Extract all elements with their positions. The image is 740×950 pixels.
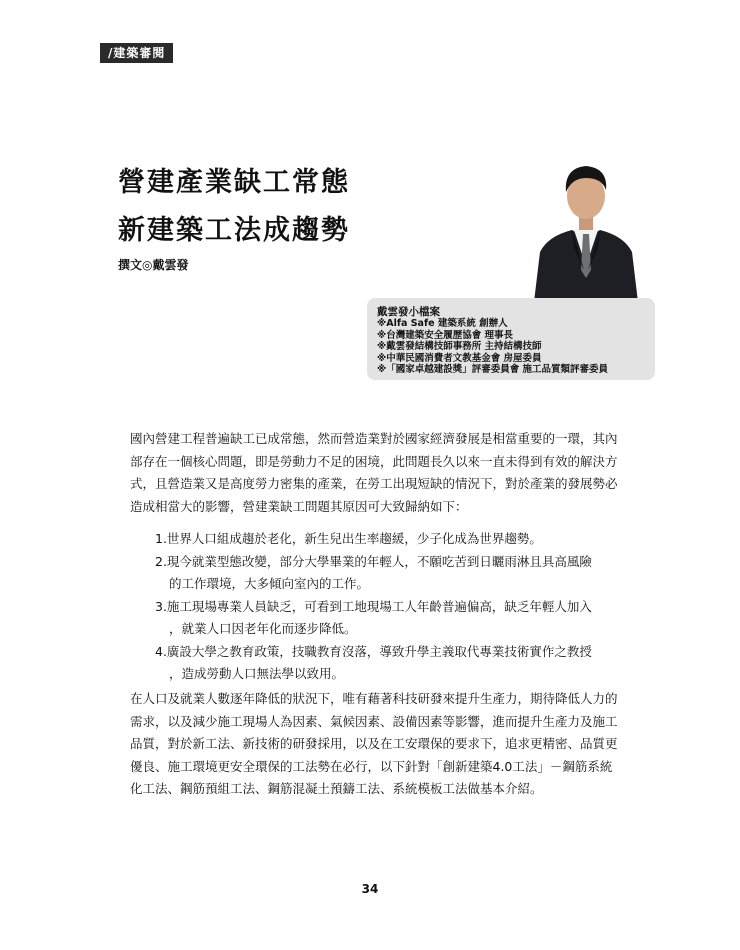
profile-item: ※「國家卓越建設獎」評審委員會 施工品質類評審委員 bbox=[377, 364, 609, 375]
section-tag: /建築審閱 bbox=[100, 43, 173, 63]
profile-item: ※Alfa Safe 建築系統 創辦人 bbox=[377, 318, 508, 329]
list-item-line: 2.現今就業型態改變，部分大學畢業的年輕人，不願吃苦到日曬雨淋且具高風險 bbox=[155, 553, 592, 569]
profile-item: ※台灣建築安全履歷協會 理事長 bbox=[377, 329, 514, 341]
body-paragraph-2: 在人口及就業人數逐年降低的狀況下，唯有藉著科技研發來提升生產力，期待降低人力的需求，以及減少施工現場人為因素、氣候因素、設備因素等影響，進而提升生產力及施工品質，對於新工法、新技術的研發採用，以及在工安環保的要求下，追求更精密、品質更優良、施工環境更安全環保的工法勢在必行，以下針對「創新建築4.0工法」－鋼筋系統化工法、鋼筋預組工法、鋼筋混凝土預鑄工法、系統模板工法做基本介紹。 bbox=[130, 691, 618, 796]
list-item-continuation: ，就業人口因老年化而逐步降低。 bbox=[169, 621, 357, 636]
profile-item: ※中華民國消費者文教基金會 房屋委員 bbox=[377, 352, 542, 364]
profile-heading: 戴雲發小檔案 bbox=[377, 306, 440, 318]
author-portrait bbox=[530, 140, 642, 302]
page-number: 34 bbox=[361, 882, 379, 896]
list-item-continuation: 的工作環境，大多傾向室內的工作。 bbox=[169, 576, 370, 591]
author-profile-box bbox=[367, 298, 655, 380]
list-item bbox=[155, 551, 625, 596]
list-item-line: 1.世界人口組成趨於老化，新生兒出生率趨緩，少子化成為世界趨勢。 bbox=[155, 531, 542, 546]
byline: 撰文◎戴雲發 bbox=[118, 258, 189, 272]
article-title-line1: 營建產業缺工常態 bbox=[118, 167, 350, 198]
profile-list bbox=[377, 318, 608, 376]
list-item-line: 3.施工現場專業人員缺乏，可看到工地現場工人年齡普遍偏高，缺乏年輕人加入 bbox=[155, 598, 592, 614]
list-item bbox=[155, 528, 625, 551]
list-item bbox=[155, 641, 625, 686]
list-item bbox=[155, 596, 625, 641]
list-item-line: 4.廣設大學之教育政策，技職教育沒落，導致升學主義取代專業技術實作之教授 bbox=[155, 643, 592, 659]
causes-list bbox=[155, 528, 625, 686]
article-title-line2: 新建築工法成趨勢 bbox=[118, 215, 350, 246]
profile-item: ※戴雲發結構技師事務所 主持結構技師 bbox=[377, 341, 542, 352]
list-item-continuation: ，造成勞動人口無法學以致用。 bbox=[169, 666, 345, 681]
body-paragraph-1: 國內營建工程普遍缺工已成常態，然而營造業對於國家經濟發展是相當重要的一環，其內部存在一個核心問題，即是勞動力不足的困境，此問題長久以來一直未得到有效的解決方式，且營造業又是高度勞力密集的產業，在勞工出現短缺的情況下，對於產業的發展勢必造成相當大的影響，營建業缺工問題其原因可大致歸納如下： bbox=[130, 431, 618, 514]
